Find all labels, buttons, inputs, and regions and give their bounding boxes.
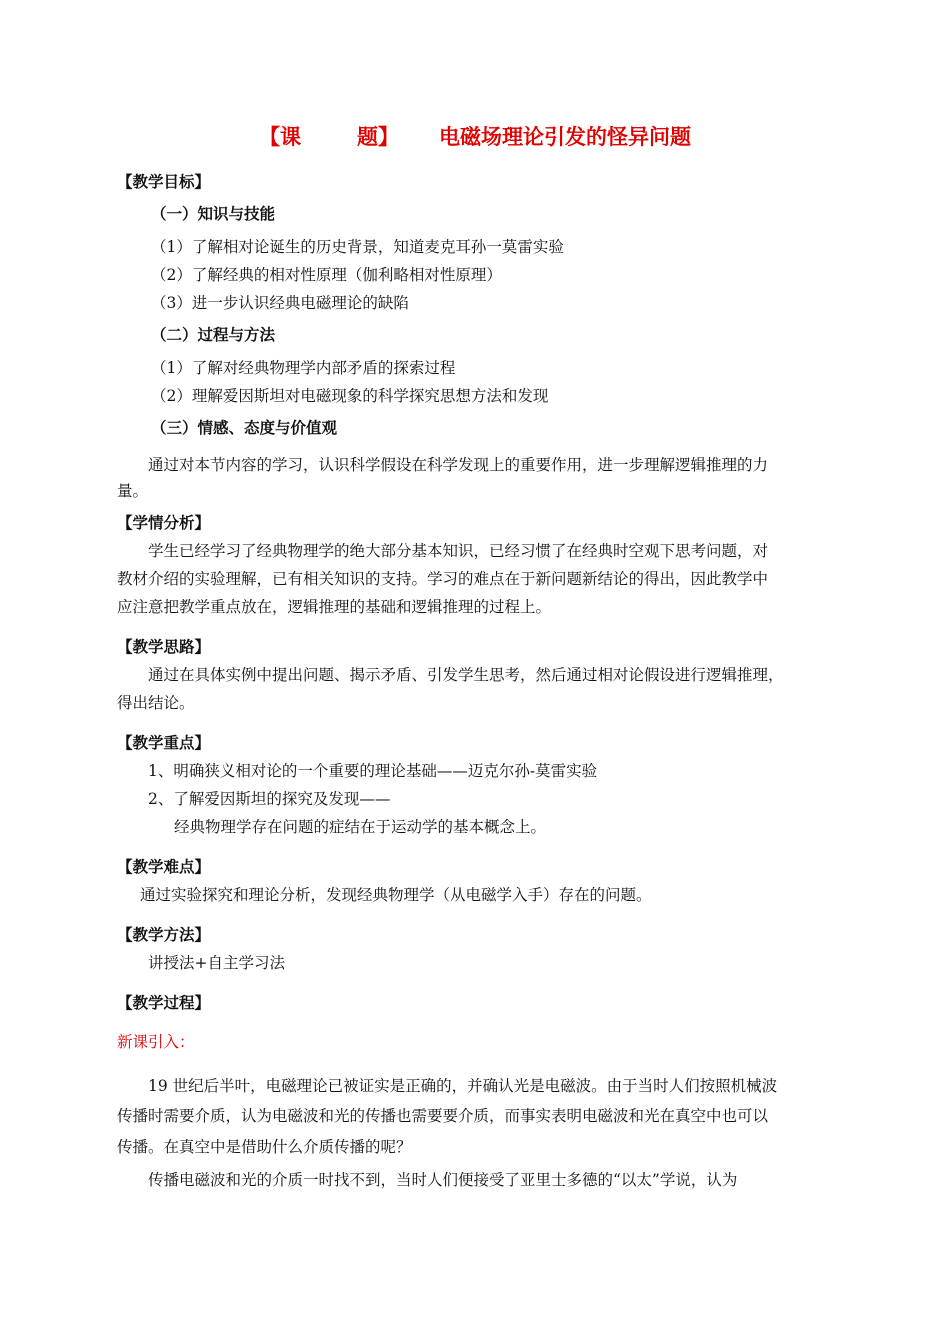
process-paragraph-line: 19 世纪后半叶，电磁理论已被证实是正确的，并确认光是电磁波。由于当时人们按照机械波 bbox=[148, 1077, 778, 1095]
keypoints-item: 2、了解爱因斯坦的探究及发现—— bbox=[148, 790, 391, 808]
method-line: 讲授法+自主学习法 bbox=[148, 954, 285, 972]
approach-heading: 【教学思路】 bbox=[117, 638, 211, 656]
goals-knowledge-item: （1）了解相对论诞生的历史背景，知道麦克耳孙一莫雷实验 bbox=[151, 238, 564, 256]
goals-attitude-line: 通过对本节内容的学习，认识科学假设在科学发现上的重要作用，进一步理解逻辑推理的力 bbox=[148, 456, 769, 474]
keypoints-item: 1、明确狭义相对论的一个重要的理论基础——迈克尔孙-莫雷实验 bbox=[148, 762, 598, 780]
process-heading: 【教学过程】 bbox=[117, 994, 211, 1012]
keypoints-heading: 【教学重点】 bbox=[117, 734, 211, 752]
approach-line: 通过在具体实例中提出问题、揭示矛盾、引发学生思考，然后通过相对论假设进行逻辑推理， bbox=[148, 666, 784, 684]
keypoints-item: 经典物理学存在问题的症结在于运动学的基本概念上。 bbox=[174, 818, 547, 836]
difficulty-line: 通过实验探究和理论分析，发现经典物理学（从电磁学入手）存在的问题。 bbox=[140, 886, 652, 904]
title-label-left: 【课 bbox=[259, 125, 301, 149]
title-label-right: 题】 bbox=[357, 125, 399, 149]
goals-knowledge-item: （3）进一步认识经典电磁理论的缺陷 bbox=[151, 294, 409, 312]
lesson-title bbox=[0, 123, 950, 151]
process-paragraph-line: 传播电磁波和光的介质一时找不到，当时人们便接受了亚里士多德的“以太”学说，认为 bbox=[148, 1171, 738, 1189]
difficulty-heading: 【教学难点】 bbox=[117, 858, 211, 876]
title-text: 电磁场理论引发的怪异问题 bbox=[439, 125, 691, 149]
goals-process-item: （1）了解对经典物理学内部矛盾的探索过程 bbox=[151, 359, 456, 377]
analysis-line: 学生已经学习了经典物理学的绝大部分基本知识，已经习惯了在经典时空观下思考问题，对 bbox=[148, 542, 769, 560]
goals-heading: 【教学目标】 bbox=[117, 173, 211, 191]
analysis-line: 教材介绍的实验理解，已有相关知识的支持。学习的难点在于新问题新结论的得出，因此教学中 bbox=[117, 570, 769, 588]
goals-knowledge-item: （2）了解经典的相对性原理（伽利略相对性原理） bbox=[151, 266, 502, 284]
intro-label: 新课引入： bbox=[117, 1033, 195, 1051]
goals-process-heading: （二）过程与方法 bbox=[151, 326, 276, 344]
analysis-line: 应注意把教学重点放在，逻辑推理的基础和逻辑推理的过程上。 bbox=[117, 598, 552, 616]
goals-knowledge-heading: （一）知识与技能 bbox=[151, 205, 276, 223]
process-paragraph-line: 传播时需要介质，认为电磁波和光的传播也需要要介质，而事实表明电磁波和光在真空中也可以 bbox=[117, 1107, 769, 1125]
analysis-heading: 【学情分析】 bbox=[117, 514, 211, 532]
process-paragraph-line: 传播。在真空中是借助什么介质传播的呢？ bbox=[117, 1138, 412, 1156]
approach-line: 得出结论。 bbox=[117, 694, 195, 712]
method-heading: 【教学方法】 bbox=[117, 926, 211, 944]
goals-process-item: （2）理解爱因斯坦对电磁现象的科学探究思想方法和发现 bbox=[151, 387, 549, 405]
goals-attitude-line: 量。 bbox=[117, 482, 149, 500]
goals-attitude-heading: （三）情感、态度与价值观 bbox=[151, 419, 338, 437]
